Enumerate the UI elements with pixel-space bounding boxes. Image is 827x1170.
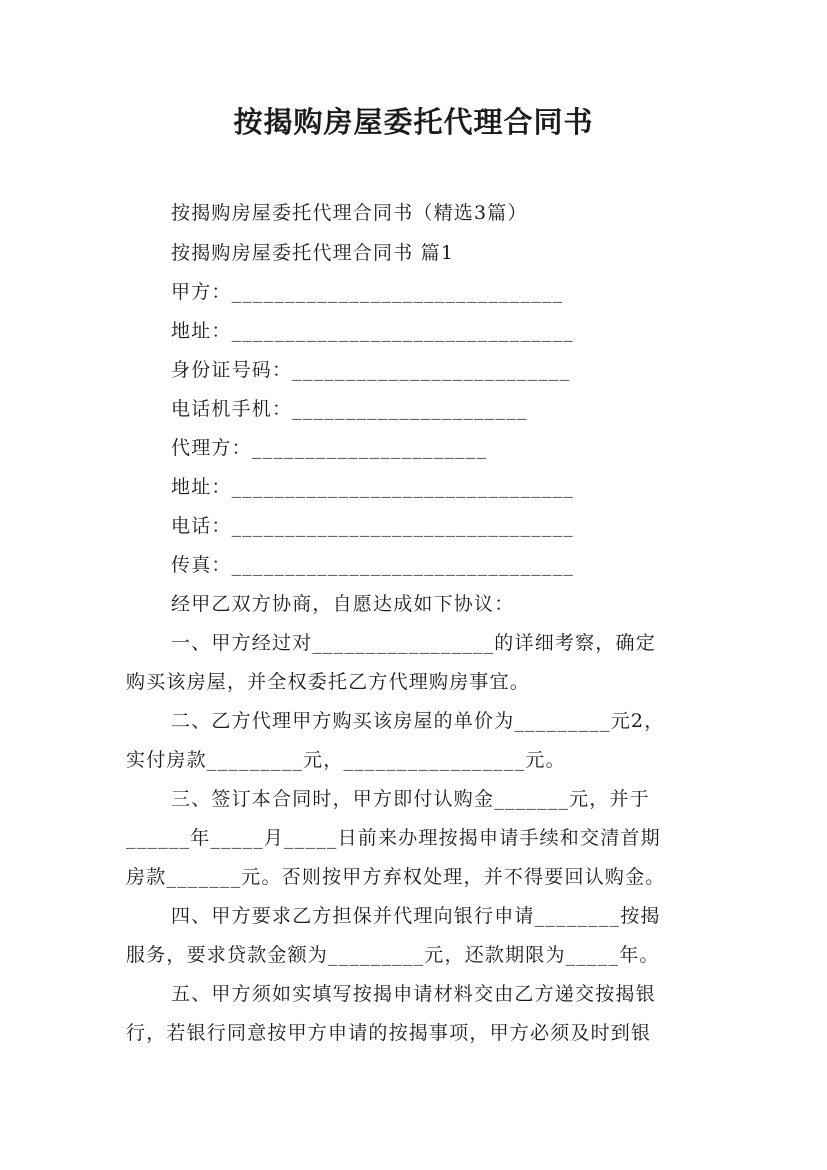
address-field: 地址：________________________________	[171, 320, 575, 342]
id-number-field: 身份证号码：__________________________	[171, 359, 571, 381]
party-a-field: 甲方：_______________________________	[171, 281, 564, 303]
clause-5-line-2: 行，若银行同意按甲方申请的按揭事项，甲方必须及时到银	[126, 1022, 652, 1044]
clause-2-line-1: 二、乙方代理甲方购买该房屋的单价为_________元2，	[171, 710, 665, 732]
agent-phone-field: 电话：________________________________	[171, 515, 575, 537]
agent-field: 代理方：______________________	[171, 437, 488, 459]
section-heading: 按揭购房屋委托代理合同书 篇1	[171, 242, 455, 264]
clause-3-line-3: 房款_______元。否则按甲方弃权处理，并不得要回认购金。	[126, 866, 666, 888]
clause-3-line-2: ______年_____月_____日前来办理按揭申请手续和交清首期	[126, 827, 661, 849]
fax-field: 传真：________________________________	[171, 554, 575, 576]
clause-4-line-2: 服务，要求贷款金额为_________元，还款期限为_____年。	[126, 944, 660, 966]
clause-1-line-2: 购买该房屋，并全权委托乙方代理购房事宜。	[126, 671, 531, 693]
clause-2-line-2: 实付房款_________元，_________________元。	[126, 749, 566, 771]
document-title: 按揭购房屋委托代理合同书	[233, 105, 594, 139]
clause-3-line-1: 三、签订本合同时，甲方即付认购金_______元，并于	[171, 788, 650, 810]
clause-1-line-1: 一、甲方经过对_________________的详细考察，确定	[171, 632, 656, 654]
agreement-intro: 经甲乙双方协商，自愿达成如下协议：	[171, 593, 515, 615]
phone-mobile-field: 电话机手机：______________________	[171, 398, 528, 420]
clause-5-line-1: 五、甲方须如实填写按揭申请材料交由乙方递交按揭银	[171, 983, 656, 1005]
agent-address-field: 地址：________________________________	[171, 476, 575, 498]
subtitle-line: 按揭购房屋委托代理合同书（精选3篇）	[171, 202, 528, 224]
clause-4-line-1: 四、甲方要求乙方担保并代理向银行申请________按揭	[171, 905, 661, 927]
